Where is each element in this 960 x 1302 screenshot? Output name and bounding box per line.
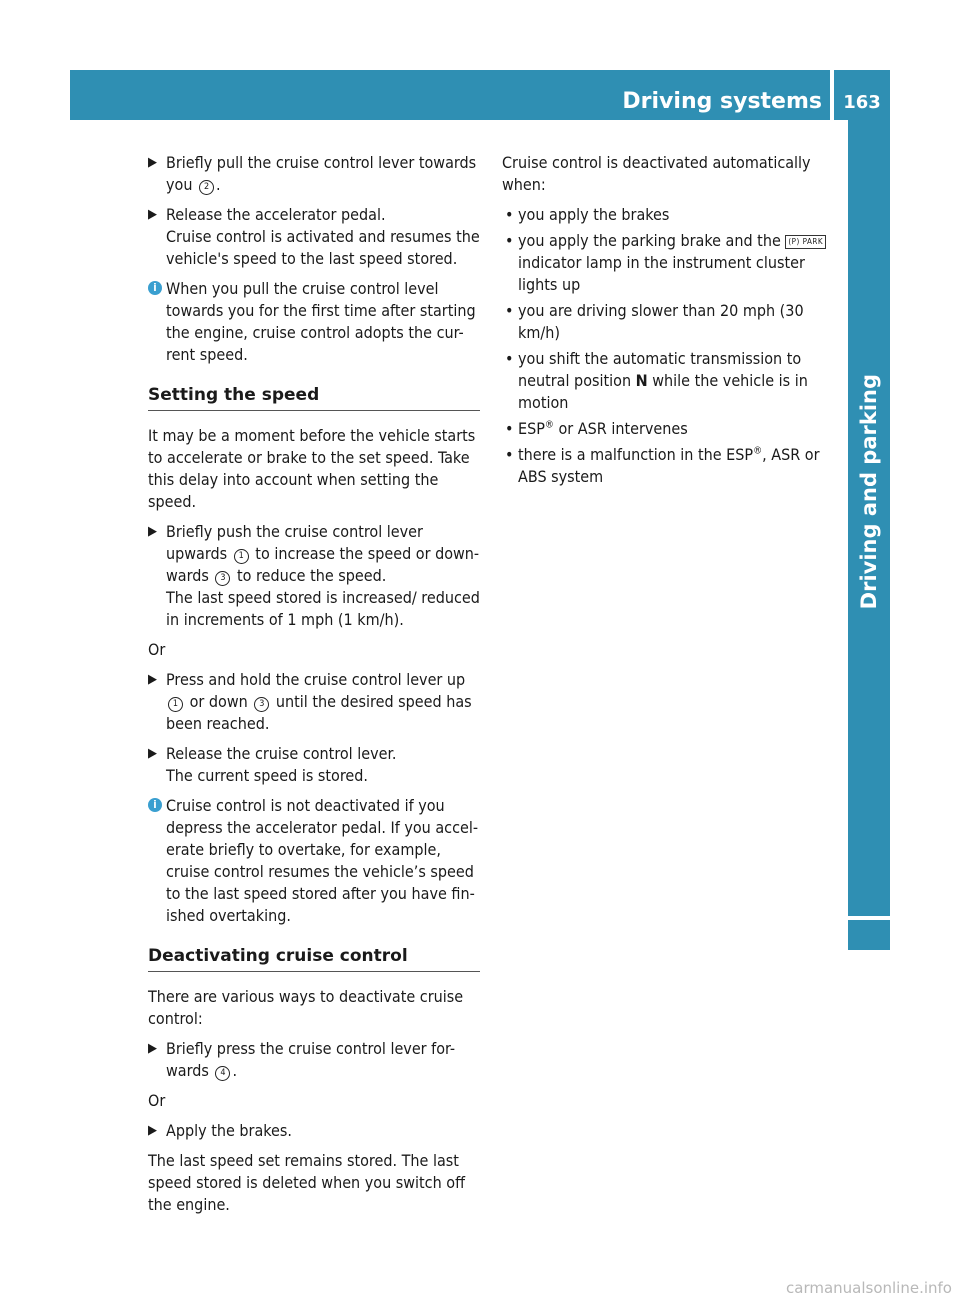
bullet-dot: • <box>505 205 514 224</box>
bullet-dot: • <box>505 301 514 320</box>
callout-1: 1 <box>168 697 183 712</box>
side-tab <box>848 120 890 916</box>
step-arrow-icon: ▶ <box>148 155 157 170</box>
parking-brake-icon: (P) PARK <box>785 235 826 249</box>
callout-3: 3 <box>254 697 269 712</box>
info-icon: i <box>148 798 162 812</box>
callout-3: 3 <box>215 571 230 586</box>
left-column <box>148 152 480 1224</box>
step-arrow-icon: ▶ <box>148 746 157 761</box>
info-note: i When you pull the cruise control level towards you for the first time after starting the engine, cruise control adopts the cur-rent speed. <box>148 278 480 366</box>
step-arrow-icon: ▶ <box>148 524 157 539</box>
or-text: Or <box>148 640 166 659</box>
right-column <box>502 152 834 492</box>
info-note: i Cruise control is not deactivated if you depress the accelerator pedal. If you accel-erate briefly to overtake, for example, cruise control resumes the vehicle’s speed to the last speed stored after you have fin-ished overtaking. <box>148 795 480 927</box>
paragraph: The last speed set remains stored. The last speed stored is deleted when you switch off the engine. <box>148 1151 465 1214</box>
callout-2: 2 <box>199 180 214 195</box>
bullet-dot: • <box>505 445 514 464</box>
list-item: • you apply the parking brake and the (P) PARK indicator lamp in the instrument cluster lights up <box>502 230 834 296</box>
heading-deactivating: Deactivating cruise control <box>148 945 480 972</box>
step-apply-brakes: ▶ Apply the brakes. <box>148 1121 292 1140</box>
side-tab-marker <box>848 920 890 950</box>
step-press-forwards: ▶ Briefly press the cruise control lever for-wards 4 . <box>148 1039 456 1080</box>
bullet-dot: • <box>505 349 514 368</box>
list-item: • you shift the automatic transmission to neutral position N while the vehicle is in motion <box>505 349 808 412</box>
step-arrow-icon: ▶ <box>148 1041 157 1056</box>
list-item: • you apply the brakes <box>505 205 670 224</box>
step-arrow-icon: ▶ <box>148 207 157 222</box>
step-result: The current speed is stored. <box>166 766 368 785</box>
paragraph: It may be a moment before the vehicle starts to accelerate or brake to the set speed. Take this delay into account when setting the speed. <box>148 426 476 511</box>
paragraph: There are various ways to deactivate cruise control: <box>148 987 464 1028</box>
callout-4: 4 <box>215 1066 230 1081</box>
watermark: carmanualsonline.info <box>786 1279 952 1297</box>
list-item: • ESP® or ASR intervenes <box>505 419 688 438</box>
bullet-dot: • <box>505 419 514 438</box>
side-tab-label: Driving and parking <box>857 374 881 610</box>
step-arrow-icon: ▶ <box>148 1123 157 1138</box>
list-item: • you are driving slower than 20 mph (30 km/h) <box>505 301 804 342</box>
heading-setting-speed: Setting the speed <box>148 384 480 411</box>
step-arrow-icon: ▶ <box>148 672 157 687</box>
step-release-pedal: ▶ Release the accelerator pedal. Cruise control is activated and resumes the vehicle's speed to the last speed stored. <box>148 205 480 268</box>
page-number: 163 <box>843 92 881 113</box>
step-release-lever: ▶ Release the cruise control lever. The current speed is stored. <box>148 743 480 787</box>
bullet-dot: • <box>505 231 514 250</box>
info-icon: i <box>148 281 162 295</box>
step-result: The last speed stored is increased/ reduced in increments of 1 mph (1 km/h). <box>166 588 480 629</box>
step-push-lever: ▶ Briefly push the cruise control lever upwards 1 to increase the speed or down-wards 3 to reduce the speed. The last speed stored is increased/ reduced in increments of 1 mph (1 km/h). <box>148 522 480 629</box>
callout-1: 1 <box>234 549 249 564</box>
step-pull-lever: ▶ Briefly pull the cruise control lever towards you 2 . <box>148 153 477 194</box>
step-press-hold: ▶ Press and hold the cruise control lever up 1 or down 3 until the desired speed has been reached. <box>148 670 472 733</box>
or-text: Or <box>148 1091 166 1110</box>
list-item: • there is a malfunction in the ESP®, ASR or ABS system <box>505 445 820 486</box>
paragraph: Cruise control is deactivated automatically when: <box>502 153 811 194</box>
section-title: Driving systems <box>622 89 822 114</box>
step-result: Cruise control is activated and resumes the vehicle's speed to the last speed stored. <box>166 227 480 268</box>
